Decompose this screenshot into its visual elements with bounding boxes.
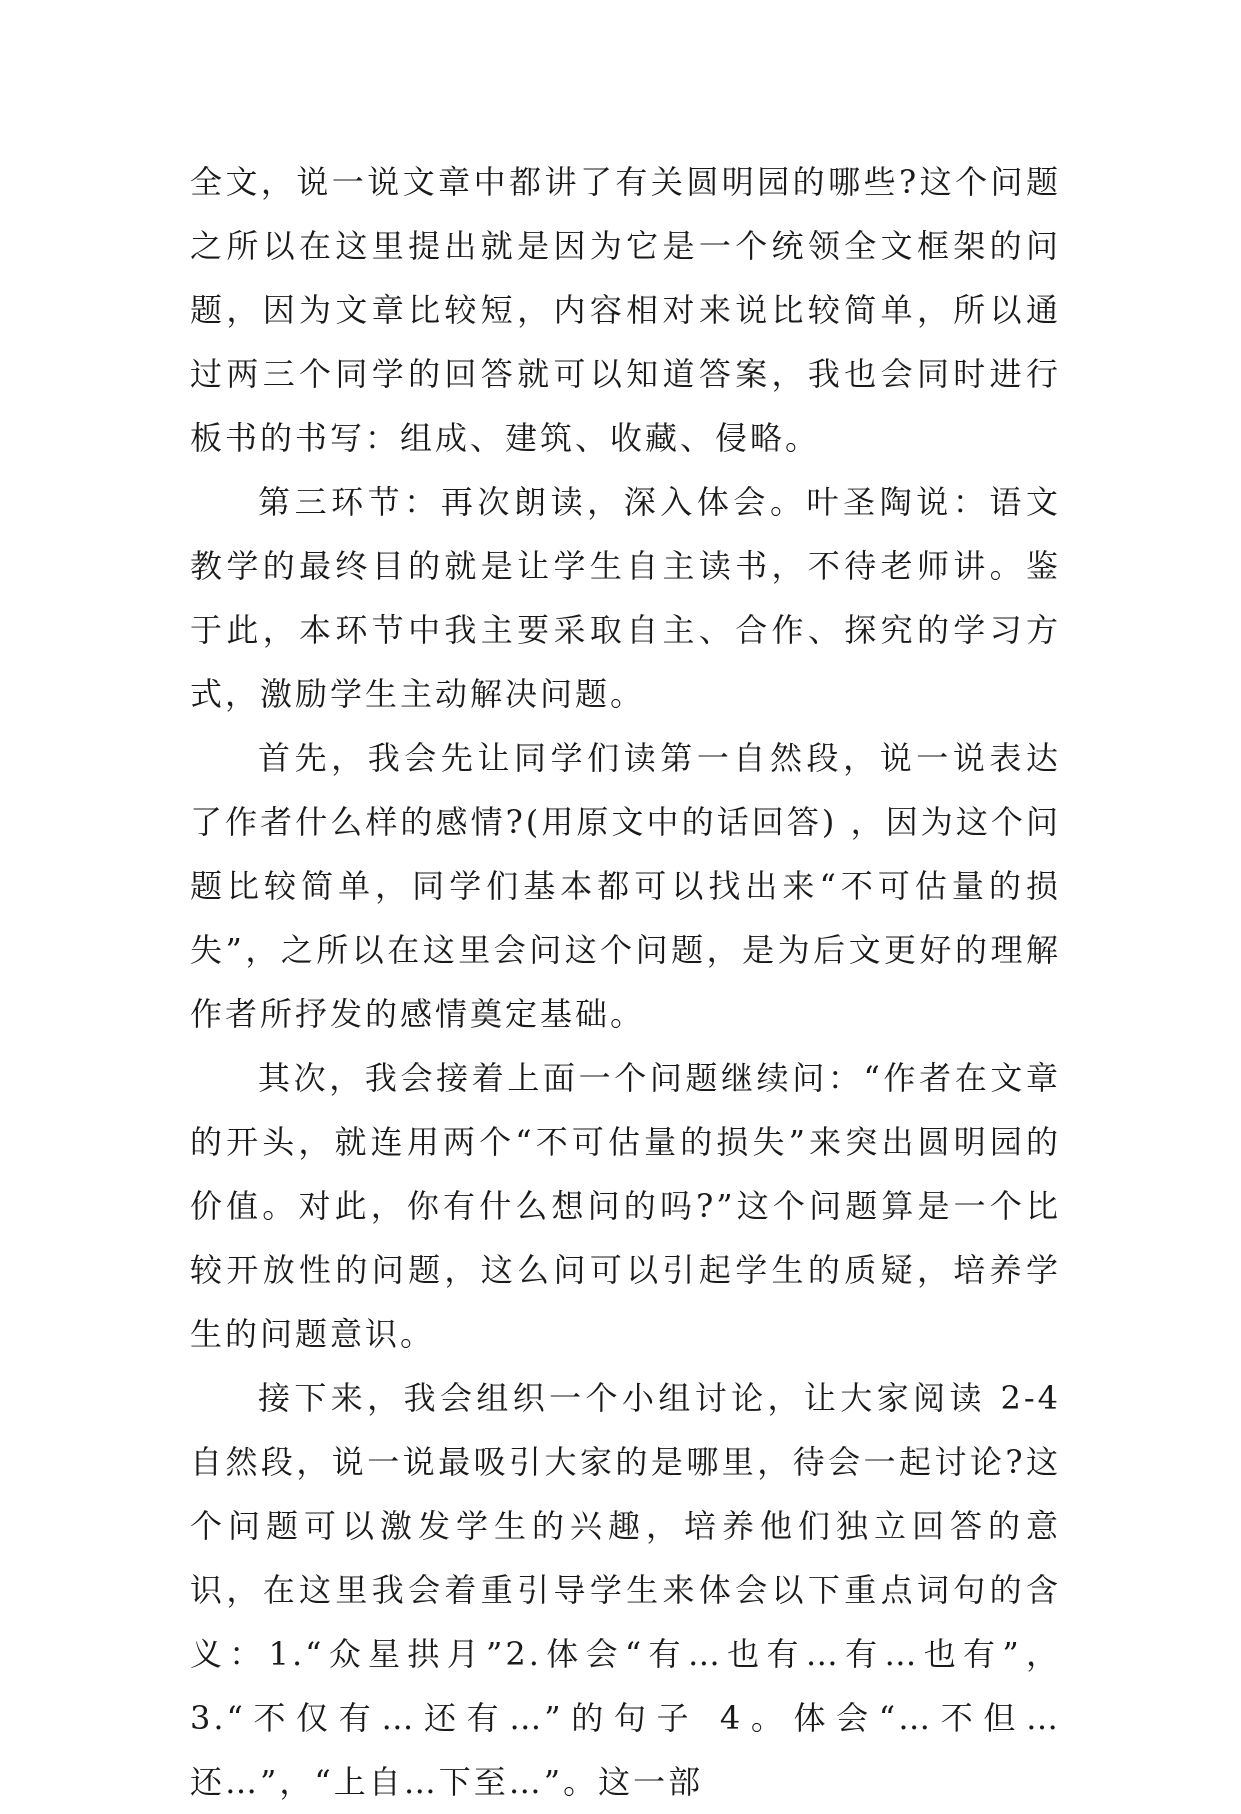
paragraph-2: 第三环节：再次朗读，深入体会。叶圣陶说：语文教学的最终目的就是让学生自主读书，不待老师讲。鉴于此，本环节中我主要采取自主、合作、探究的学习方式，激励学生主动解决问题。 — [190, 483, 1061, 713]
paragraph-3: 首先，我会先让同学们读第一自然段，说一说表达了作者什么样的感情?(用原文中的话回答) ，因为这个问题比较简单，同学们基本都可以找出来“不可估量的损失”，之所以在这里会问这个问题，是为后文更好的理解作者所抒发的感情奠定基础。 — [190, 739, 1061, 1033]
paragraph-4: 其次，我会接着上面一个问题继续问：“作者在文章的开头，就连用两个“不可估量的损失”来突出圆明园的价值。对此，你有什么想问的吗?”这个问题算是一个比较开放性的问题，这么问可以引起学生的质疑，培养学生的问题意识。 — [190, 1059, 1061, 1353]
paragraph-5: 接下来，我会组织一个小组讨论，让大家阅读 2-4 自然段，说一说最吸引大家的是哪里，待会一起讨论?这个问题可以激发学生的兴趣，培养他们独立回答的意识，在这里我会着重引导学生来体会以下重点词句的含义：1.“众星拱月”2.体会“有…也有…有…也有”，3.“不仅有…还有…”的句子 4。体会“…不但…还…”，“上自…下至…”。这一部 — [190, 1379, 1061, 1801]
paragraph-1: 全文，说一说文章中都讲了有关圆明园的哪些?这个问题之所以在这里提出就是因为它是一个统领全文框架的问题，因为文章比较短，内容相对来说比较简单，所以通过两三个同学的回答就可以知道答案，我也会同时进行板书的书写：组成、建筑、收藏、侵略。 — [190, 163, 1061, 457]
body-text — [190, 150, 1061, 1814]
